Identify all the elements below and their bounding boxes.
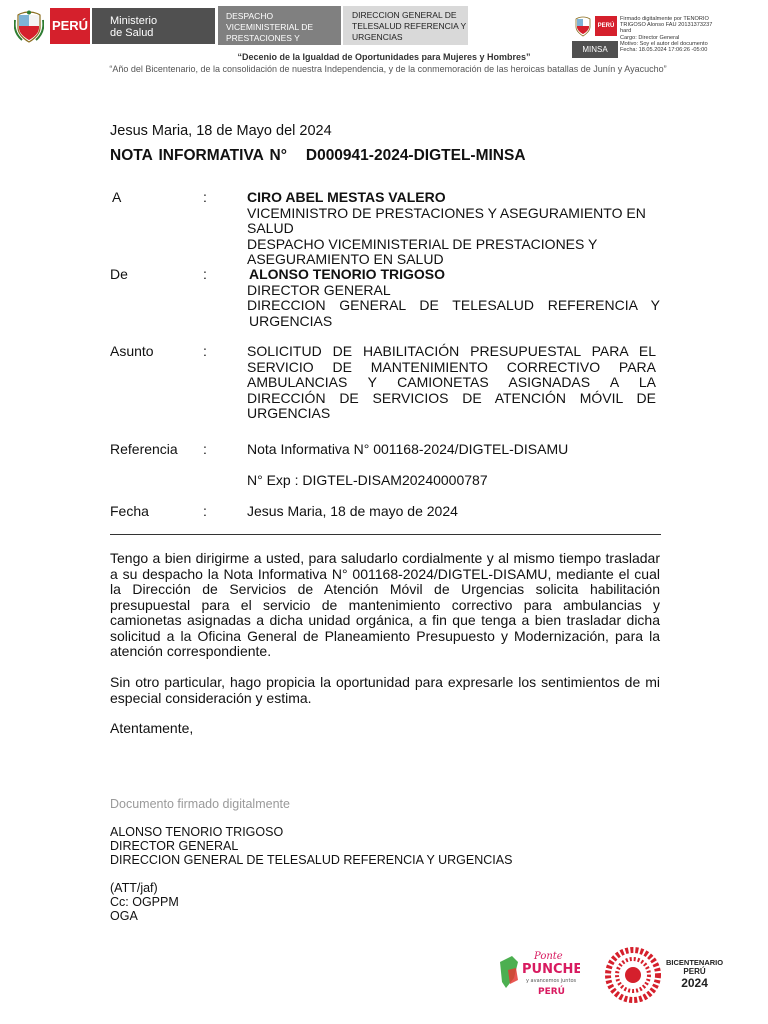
- decenio-motto: “Decenio de la Igualdad de Oportunidades para Mujeres y Hombres”: [237, 52, 531, 62]
- signature-stamp-text: [620, 16, 760, 53]
- coat-of-arms-icon: [14, 10, 44, 44]
- signature-minsa-label: MINSA: [572, 41, 618, 58]
- sender-line: DIRECCION GENERAL DE TELESALUD REFERENCIA Y: [247, 297, 660, 313]
- signature-line: Firmado digitalmente por TENORIO: [620, 16, 709, 22]
- signer-block: [110, 825, 512, 867]
- direccion-label: DIRECCION GENERAL DE TELESALUD REFERENCIA Y URGENCIAS: [343, 6, 468, 45]
- nota-label: NOTA INFORMATIVA N°: [110, 147, 287, 164]
- atentamente: Atentamente,: [110, 720, 194, 736]
- field-fecha-colon: :: [203, 503, 207, 519]
- referencia-line-1: Nota Informativa N° 001168-2024/DIGTEL-DISAMU: [247, 441, 569, 457]
- bicentenario-emblem-icon: [604, 946, 662, 1004]
- cc-line: OGA: [110, 909, 138, 923]
- closing-paragraph: [110, 675, 660, 706]
- signature-coat-of-arms-icon: [574, 16, 592, 38]
- asunto-line: DIRECCIÓN DE SERVICIOS DE ATENCIÓN MÓVIL DE: [247, 389, 656, 406]
- bicentenario-text: [666, 958, 723, 990]
- field-de-value: [247, 267, 660, 329]
- field-asunto-label: Asunto: [110, 343, 154, 359]
- field-referencia-colon: :: [203, 441, 207, 457]
- field-de-label: De: [110, 266, 128, 282]
- asunto-line: SERVICIO DE MANTENIMIENTO CORRECTIVO PARA: [247, 358, 656, 375]
- document-date: Jesus Maria, 18 de Mayo del 2024: [110, 123, 332, 139]
- ministerio-label: [92, 8, 215, 44]
- firmado-digitalmente-note: Documento firmado digitalmente: [110, 797, 290, 811]
- closing-line: Sin otro particular, hago propicia la oportunidad para expresarle los sentimientos de mi: [110, 674, 660, 690]
- sender-line: DIRECTOR GENERAL: [247, 281, 391, 298]
- bicentenario-word: BICENTENARIO: [666, 958, 724, 967]
- avancemos-word: y avancemos juntos: [526, 978, 577, 984]
- field-a-colon: :: [203, 189, 207, 205]
- nota-title: [110, 148, 526, 164]
- field-de-colon: :: [203, 266, 207, 282]
- signature-line: TRIGOSO Alonso FAU 20131373237: [620, 22, 713, 29]
- signature-peru-label: PERÚ: [595, 16, 617, 36]
- field-a-label: A: [112, 189, 122, 205]
- asunto-line: SOLICITUD DE HABILITACIÓN PRESUPUESTAL PARA EL: [247, 343, 656, 359]
- cc-line: Cc: OGPPM: [110, 895, 179, 909]
- body-line: solicitud a la Oficina General de Planeamiento Presupuesto y Modernización, para la: [110, 627, 660, 644]
- signer-line: ALONSO TENORIO TRIGOSO: [110, 825, 284, 839]
- body-line: camionetas asignadas a dicha unidad orgánica, a fin que tenga a bien trasladar dicha: [110, 612, 660, 628]
- recipient-line: ASEGURAMIENTO EN SALUD: [247, 251, 444, 267]
- nota-number: D000941-2024-DIGTEL-MINSA: [305, 147, 526, 164]
- signature-line: hard: [620, 28, 632, 35]
- peru-label: PERÚ: [50, 8, 90, 44]
- cc-line: (ATT/jaf): [110, 881, 158, 895]
- recipient-name: CIRO ABEL MESTAS VALERO: [247, 189, 446, 205]
- ponte-peru-word: PERÚ: [538, 987, 565, 997]
- asunto-line: AMBULANCIAS Y CAMIONETAS ASIGNADAS A LA: [247, 374, 656, 390]
- bicentenario-year: 2024: [681, 976, 708, 990]
- body-line: Tengo a bien dirigirme a usted, para saludarlo cordialmente y al mismo tiempo trasladar: [110, 550, 660, 566]
- despacho-label: DESPACHO VICEMINISTERIAL DE PRESTACIONES Y: [218, 6, 341, 45]
- field-referencia-label: Referencia: [110, 441, 178, 457]
- body-line: atención correspondiente.: [110, 643, 272, 659]
- punche-word: PUNCHE: [522, 962, 580, 977]
- anio-motto: “Año del Bicentenario, de la consolidación de nuestra Independencia, y de la conmemoración de las heroicas batallas de Junín y Ayacucho”: [109, 64, 667, 74]
- signature-line: Fecha: 18.05.2024 17:06:26 -05:00: [620, 47, 708, 54]
- field-fecha-label: Fecha: [110, 503, 149, 519]
- signer-line: DIRECTOR GENERAL: [110, 839, 239, 853]
- divider: [110, 534, 661, 535]
- body-line: a su despacho la Nota Informativa N° 001168-2024/DIGTEL-DISAMU, mediante el cual: [110, 565, 660, 582]
- sender-line: URGENCIAS: [249, 312, 333, 329]
- field-asunto-value: [247, 344, 656, 422]
- cc-block: [110, 881, 179, 923]
- sender-name: ALONSO TENORIO TRIGOSO: [249, 266, 446, 282]
- ministerio-line-2: de Salud: [110, 27, 154, 39]
- referencia-line-2: N° Exp : DIGTEL-DISAM20240000787: [247, 472, 488, 488]
- body-line: presupuestal para el servicio de mantenimiento correctivo para ambulancias y: [110, 596, 660, 613]
- signature-line: Cargo: Director General: [620, 34, 680, 41]
- recipient-line: DESPACHO VICEMINISTERIAL DE PRESTACIONES Y: [247, 235, 598, 252]
- asunto-line: URGENCIAS: [247, 405, 331, 421]
- recipient-line: VICEMINISTRO DE PRESTACIONES Y ASEGURAMIENTO EN SALUD: [247, 204, 646, 236]
- field-asunto-colon: :: [203, 343, 207, 359]
- ponte-word: Ponte: [534, 951, 563, 962]
- field-fecha-value: Jesus Maria, 18 de mayo de 2024: [247, 503, 458, 519]
- closing-line: especial consideración y estima.: [110, 689, 312, 706]
- body-line: la Dirección de Servicios de Atención Móvil de Urgencias solicita habilitación: [110, 581, 660, 597]
- ponte-punche-logo: [496, 948, 580, 998]
- signer-line: DIRECCION GENERAL DE TELESALUD REFERENCIA Y URGENCIAS: [110, 853, 513, 867]
- field-a-value: [247, 190, 660, 268]
- signature-line: Motivo: Soy el autor del documento: [620, 40, 708, 47]
- bicentenario-peru: PERÚ: [683, 967, 706, 976]
- body-paragraph: [110, 551, 660, 660]
- ministerio-line-1: Ministerio: [110, 15, 158, 27]
